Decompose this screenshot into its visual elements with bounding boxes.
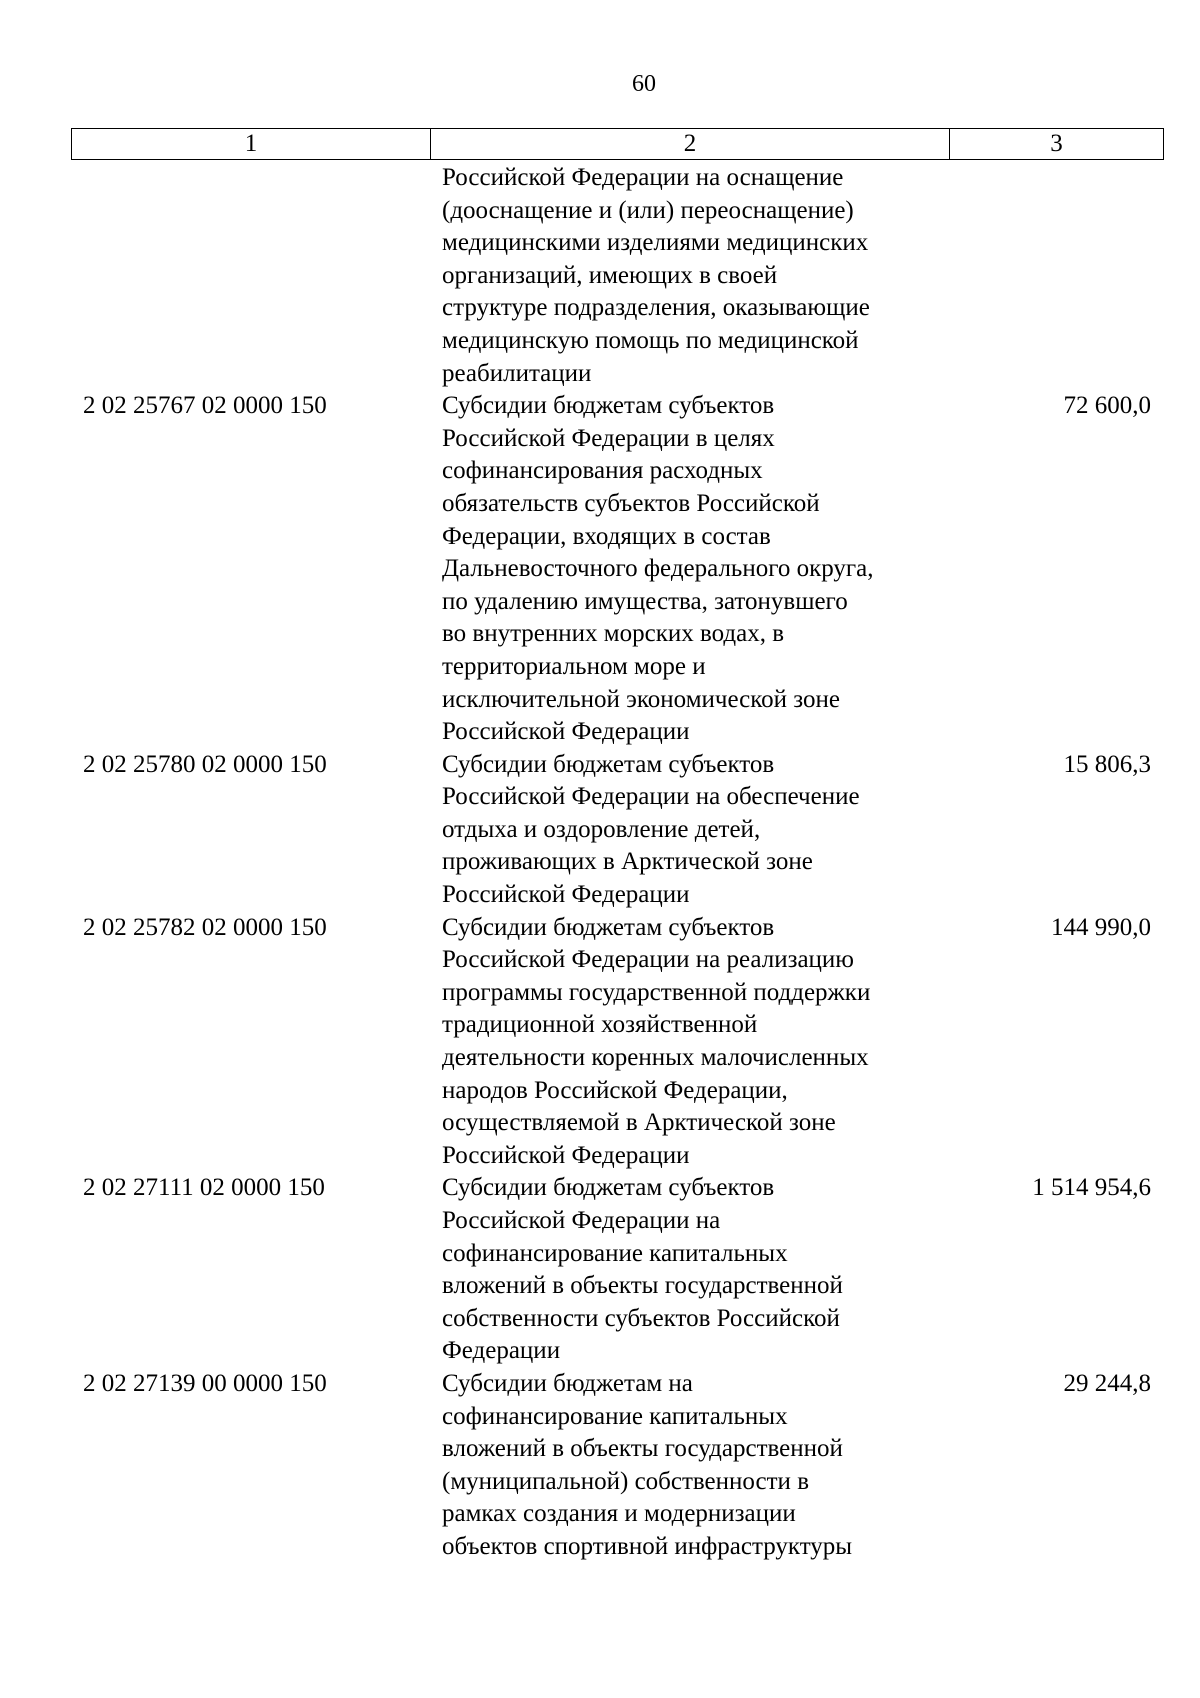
description-line: обязательств субъектов Российской	[442, 489, 820, 517]
description-line: Российской Федерации в целях	[442, 424, 775, 452]
row-amount: 144 990,0	[1051, 913, 1151, 941]
description-line: Российской Федерации на	[442, 1207, 721, 1234]
row-code: 2 02 27111 02 0000 150	[83, 1174, 325, 1202]
description-line: (дооснащение и (или) переоснащение)	[442, 196, 854, 224]
row-amount: 72 600,0	[1063, 392, 1151, 420]
description-line: Российской Федерации на оснащение	[442, 164, 844, 191]
row-amount: 29 244,8	[1063, 1369, 1151, 1397]
description-line: деятельности коренных малочисленных	[442, 1044, 869, 1072]
description-line: реабилитации	[442, 359, 592, 387]
description-line: вложений в объекты государственной	[442, 1272, 843, 1300]
description-line: Дальневосточного федерального округа,	[442, 555, 874, 583]
row-code: 2 02 25782 02 0000 150	[83, 913, 327, 941]
description-line: Федерации	[442, 1337, 561, 1365]
description-line: софинансирование капитальных	[442, 1402, 788, 1430]
row-code	[71, 162, 430, 390]
row-description	[430, 749, 949, 912]
description-line: Российской Федерации	[442, 718, 690, 746]
description-line: Субсидии бюджетам субъектов	[442, 913, 775, 941]
row-description	[430, 1368, 949, 1564]
row-code: 2 02 25780 02 0000 150	[83, 750, 327, 778]
table-row	[71, 912, 1163, 1173]
description-line: Российской Федерации на реализацию	[442, 946, 854, 974]
description-line: традиционной хозяйственной	[442, 1011, 758, 1039]
description-line: отдыха и оздоровление детей,	[442, 815, 761, 843]
table-row	[71, 1368, 1163, 1564]
table-header	[71, 128, 1164, 160]
description-line: Субсидии бюджетам субъектов	[442, 750, 775, 778]
description-line: Российской Федерации	[442, 1141, 690, 1169]
description-line: программы государственной поддержки	[442, 978, 871, 1006]
row-description	[430, 162, 949, 390]
row-amount	[949, 162, 1163, 390]
description-line: софинансирования расходных	[442, 457, 763, 485]
description-line: проживающих в Арктической зоне	[442, 848, 813, 876]
description-line: (муниципальной) собственности в	[442, 1467, 809, 1495]
description-line: Субсидии бюджетам субъектов	[442, 392, 775, 420]
description-line: Российской Федерации на обеспечение	[442, 783, 860, 811]
row-amount: 1 514 954,6	[1032, 1174, 1151, 1202]
table-row	[71, 390, 1163, 749]
description-line: рамках создания и модернизации	[442, 1500, 796, 1528]
header-col-3: 3	[950, 129, 1164, 160]
row-code: 2 02 25767 02 0000 150	[83, 392, 327, 420]
row-code: 2 02 27139 00 0000 150	[83, 1369, 327, 1397]
description-line: медицинскими изделиями медицинских	[442, 229, 869, 257]
row-amount: 15 806,3	[1063, 750, 1151, 778]
description-line: структуре подразделения, оказывающие	[442, 294, 870, 322]
description-line: организаций, имеющих в своей	[442, 261, 778, 289]
description-line: по удалению имущества, затонувшего	[442, 587, 848, 615]
row-description	[430, 390, 949, 749]
description-line: территориальном море и	[442, 652, 706, 680]
description-line: исключительной экономической зоне	[442, 685, 840, 713]
header-col-2: 2	[431, 129, 950, 160]
header-col-1: 1	[72, 129, 431, 160]
description-line: осуществляемой в Арктической зоне	[442, 1109, 836, 1137]
description-line: собственности субъектов Российской	[442, 1304, 840, 1332]
description-line: Федерации, входящих в состав	[442, 522, 771, 550]
description-line: медицинскую помощь по медицинской	[442, 326, 859, 354]
description-line: объектов спортивной инфраструктуры	[442, 1532, 853, 1560]
description-line: народов Российской Федерации,	[442, 1076, 788, 1104]
table-body	[71, 162, 1163, 1564]
description-line: Российской Федерации	[442, 881, 690, 909]
table-row	[71, 749, 1163, 912]
page-number: 60	[632, 71, 656, 97]
description-line: Субсидии бюджетам на	[442, 1369, 693, 1397]
table-row	[71, 1172, 1163, 1368]
description-line: софинансирование капитальных	[442, 1239, 788, 1267]
table-row	[71, 162, 1163, 390]
description-line: во внутренних морских водах, в	[442, 620, 785, 648]
description-line: Субсидии бюджетам субъектов	[442, 1174, 775, 1202]
row-description	[430, 1172, 949, 1368]
description-line: вложений в объекты государственной	[442, 1435, 843, 1463]
row-description	[430, 912, 949, 1173]
